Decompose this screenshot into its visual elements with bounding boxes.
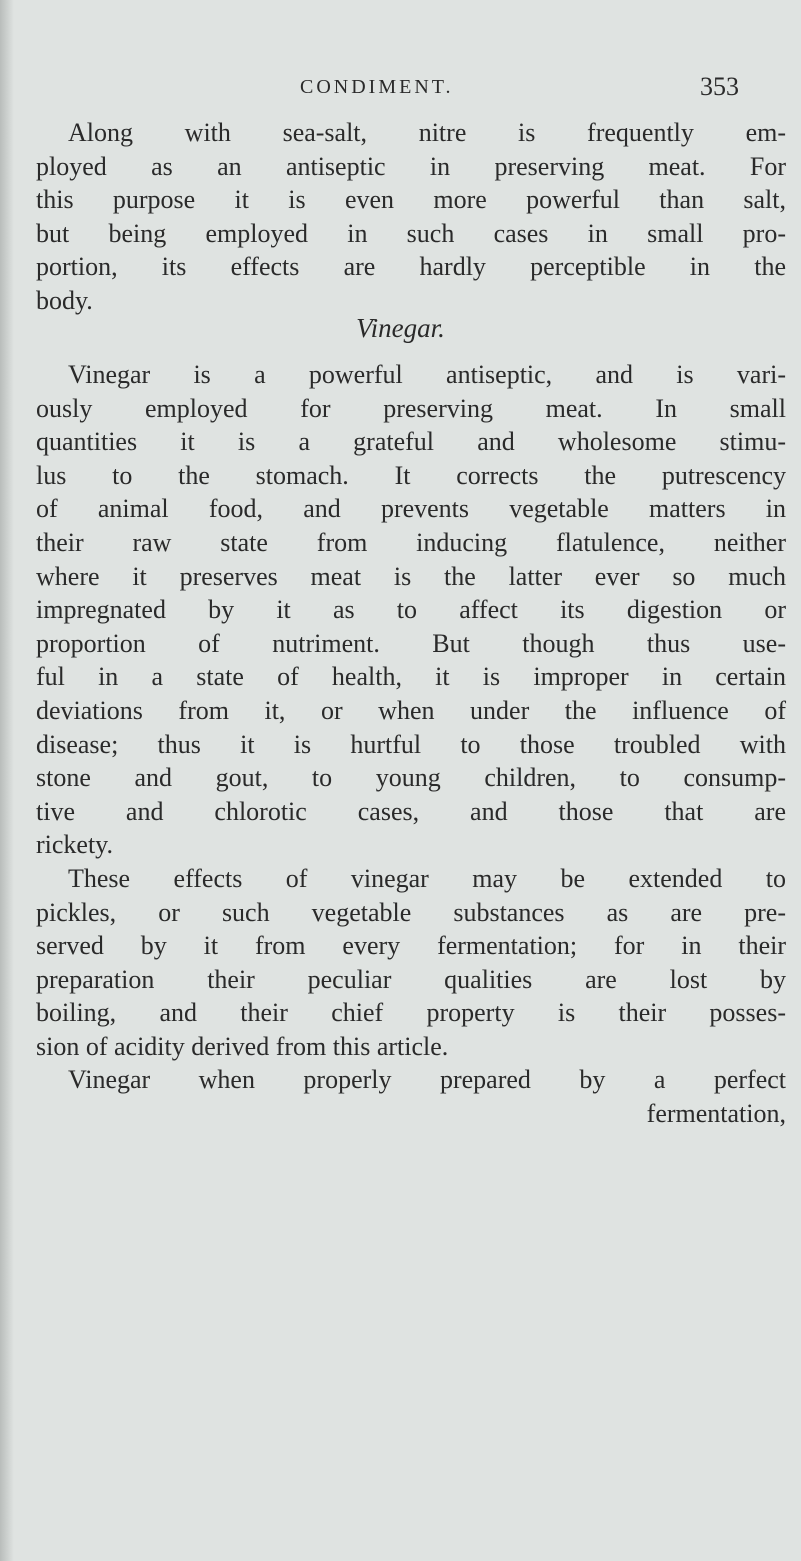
text-line: served by it from every fermentation; for in their: [36, 931, 786, 961]
text-line: fermentation,: [646, 1099, 786, 1129]
text-line: their raw state from inducing flatulence, neither: [36, 527, 786, 557]
text-line: body.: [36, 285, 93, 315]
section-heading: Vinegar.: [356, 313, 445, 343]
text-line: disease; thus it is hurtful to those troubled with: [36, 729, 786, 759]
text-line: stone and gout, to young children, to consump-: [36, 763, 786, 793]
text-line: lus to the stomach. It corrects the putrescency: [36, 460, 786, 490]
page-number: 353: [700, 72, 739, 101]
text-line: Vinegar when properly prepared by a perfect: [68, 1065, 786, 1095]
text-line: proportion of nutriment. But though thus use-: [36, 628, 786, 658]
text-line: Along with sea-salt, nitre is frequently em-: [68, 118, 786, 147]
text-line: where it preserves meat is the latter ever so much: [36, 561, 786, 591]
text-line: boiling, and their chief property is their posses-: [36, 998, 786, 1028]
paragraph-nitre: [36, 116, 786, 318]
text-line: tive and chlorotic cases, and those that are: [36, 796, 786, 826]
text-line: of animal food, and prevents vegetable matters in: [36, 494, 786, 524]
text-line: deviations from it, or when under the influence of: [36, 695, 786, 725]
text-line: ployed as an antiseptic in preserving meat. For: [36, 151, 786, 181]
page-gutter-shadow: [0, 0, 14, 1561]
text-line: sion of acidity derived from this article.: [36, 1031, 449, 1061]
text-line: Vinegar is a powerful antiseptic, and is vari-: [68, 360, 786, 389]
text-line: rickety.: [36, 830, 113, 860]
text-line: quantities it is a grateful and wholesome stimu-: [36, 427, 786, 457]
text-line: impregnated by it as to affect its digestion or: [36, 595, 786, 625]
text-line: These effects of vinegar may be extended to: [68, 863, 786, 893]
running-head: CONDIMENT.: [300, 76, 454, 98]
text-line: preparation their peculiar qualities are lost by: [36, 964, 786, 994]
text-line: but being employed in such cases in small pro-: [36, 218, 786, 248]
paragraph-vinegar: [36, 358, 786, 1131]
text-line: portion, its effects are hardly perceptible in the: [36, 252, 786, 282]
text-line: ously employed for preserving meat. In small: [36, 393, 786, 423]
text-line: this purpose it is even more powerful than salt,: [36, 185, 786, 215]
text-line: ful in a state of health, it is improper in certain: [36, 662, 786, 692]
text-line: pickles, or such vegetable substances as are pre-: [36, 897, 786, 927]
